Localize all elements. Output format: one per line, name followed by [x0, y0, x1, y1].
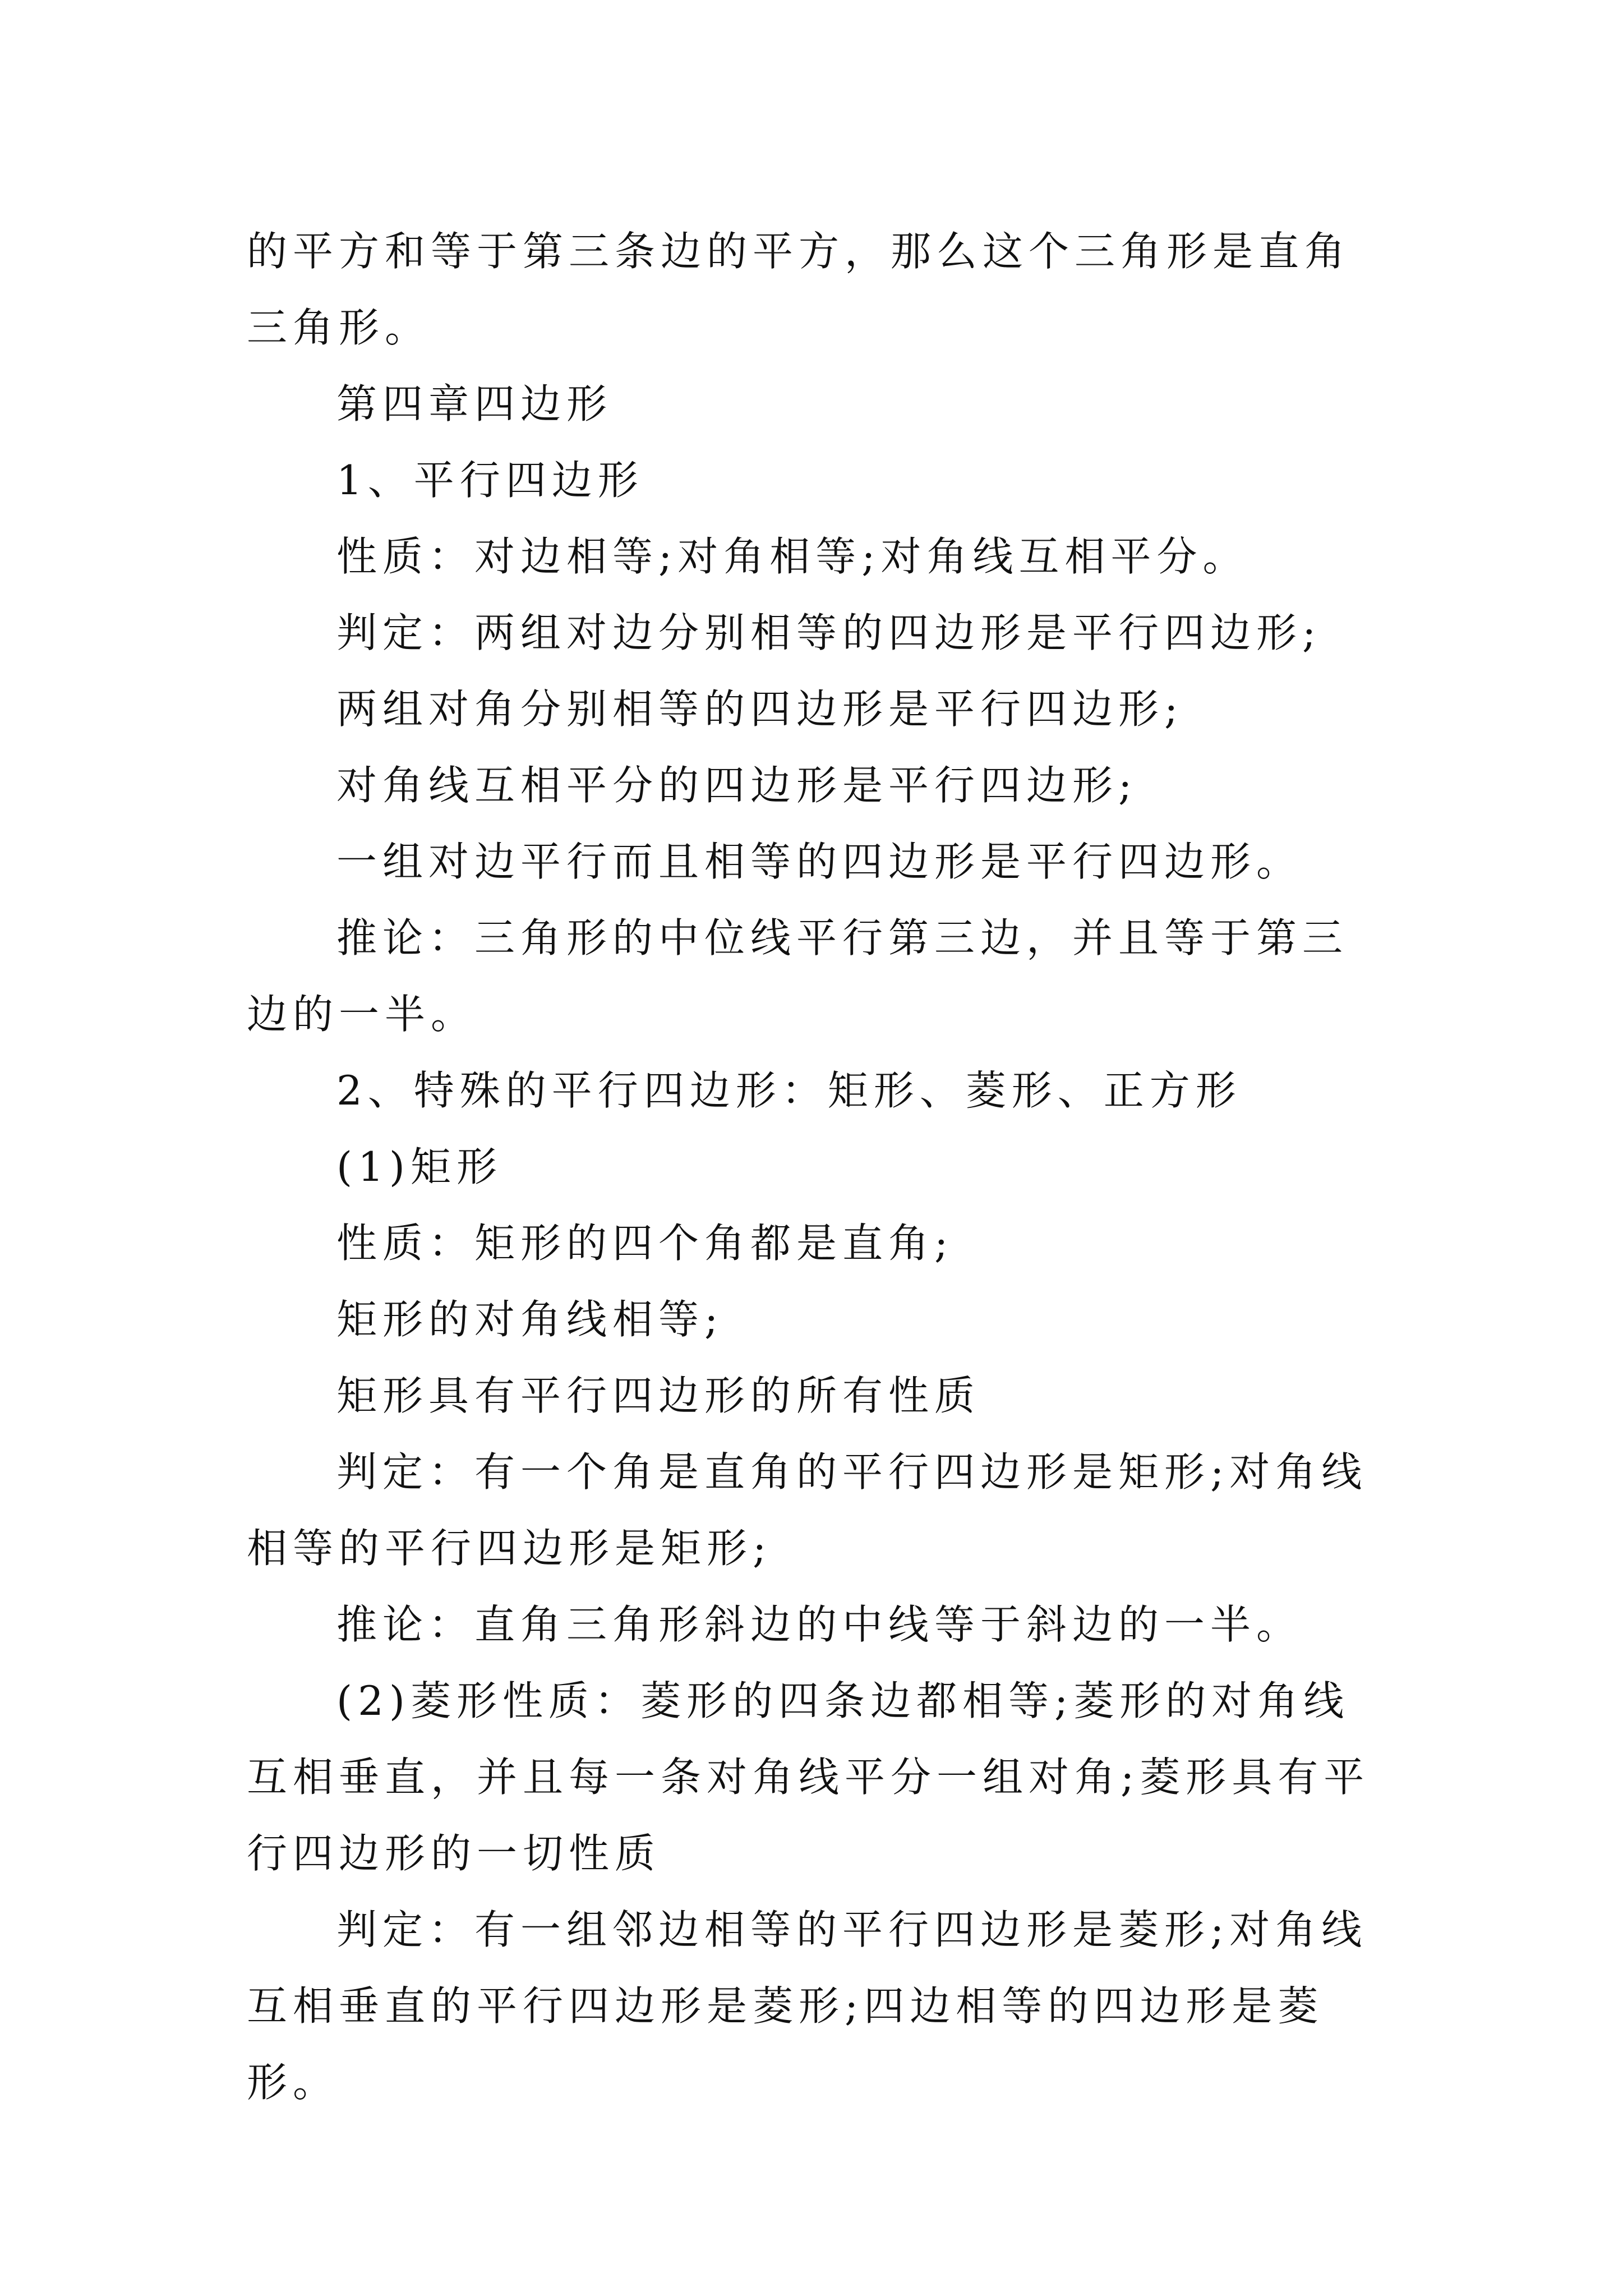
subsection-heading-rectangle: (1)矩形	[336, 1143, 502, 1190]
paragraph-rectangle-property-1: 性质：矩形的四个角都是直角;	[336, 1220, 954, 1267]
paragraph-corollary-midline: 推论：三角形的中位线平行第三边，并且等于第三边的一半。	[247, 914, 1349, 1038]
paragraph-criterion-2: 两组对角分别相等的四边形是平行四边形;	[336, 685, 1184, 733]
paragraph-rectangle-property-2: 矩形的对角线相等;	[336, 1296, 724, 1343]
paragraph-rhombus-properties: (2)菱形性质：菱形的四条边都相等;菱形的对角线互相垂直，并且每一条对角线平分一组对角;菱形具有平行四边形的一切性质	[247, 1677, 1370, 1877]
section-heading-special: 2、特殊的平行四边形：矩形、菱形、正方形	[336, 1067, 1242, 1114]
paragraph-rectangle-criteria: 判定：有一个角是直角的平行四边形是矩形;对角线相等的平行四边形是矩形;	[247, 1448, 1368, 1572]
document-body	[247, 213, 1391, 2120]
paragraph-properties: 性质：对边相等;对角相等;对角线互相平分。	[336, 533, 1249, 580]
paragraph-rhombus-criteria: 判定：有一组邻边相等的平行四边形是菱形;对角线互相垂直的平行四边形是菱形;四边相等的四边形是菱形。	[247, 1906, 1368, 2106]
paragraph-continuation: 的平方和等于第三条边的平方，那么这个三角形是直角三角形。	[247, 228, 1351, 351]
paragraph-corollary-hypotenuse: 推论：直角三角形斜边的中线等于斜边的一半。	[336, 1601, 1303, 1648]
chapter-heading: 第四章四边形	[336, 380, 613, 427]
paragraph-rectangle-property-3: 矩形具有平行四边形的所有性质	[336, 1372, 981, 1419]
paragraph-criterion-3: 对角线互相平分的四边形是平行四边形;	[336, 762, 1138, 809]
paragraph-criterion-4: 一组对边平行而且相等的四边形是平行四边形。	[336, 838, 1303, 885]
section-heading-parallelogram: 1、平行四边形	[336, 457, 644, 504]
paragraph-criterion-1: 判定：两组对边分别相等的四边形是平行四边形;	[336, 609, 1322, 656]
